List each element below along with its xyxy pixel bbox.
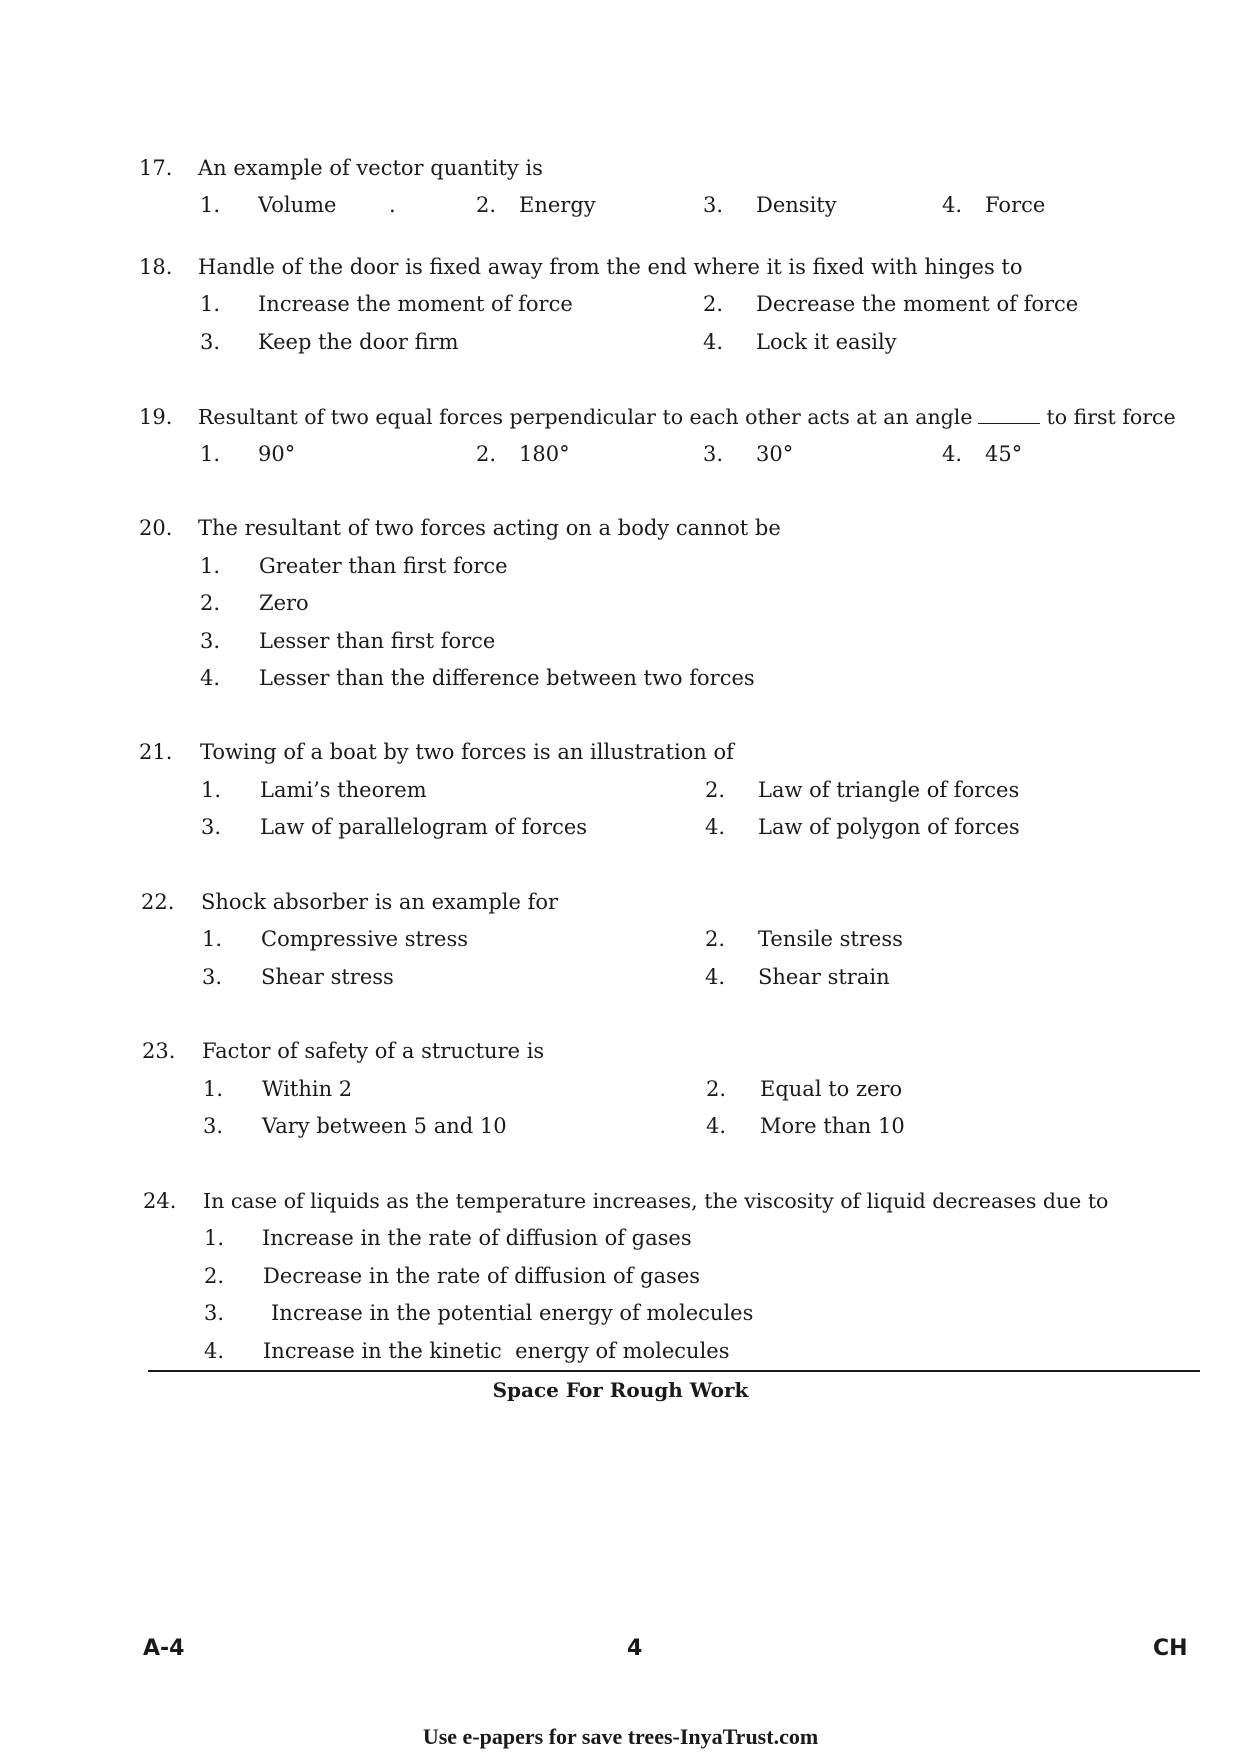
option-text: 45°	[985, 442, 1023, 466]
booklet-code: A-4	[143, 1636, 185, 1661]
option-text: Compressive stress	[261, 927, 469, 951]
option-text: Decrease in the rate of diffusion of gases	[263, 1264, 701, 1288]
question-text: Towing of a boat by two forces is an illustration of	[200, 740, 734, 764]
question-number: 19.	[139, 405, 173, 429]
question-number: 23.	[142, 1039, 176, 1063]
option-number: 2.	[476, 193, 497, 217]
option-text: Increase the moment of force	[258, 292, 573, 316]
option-text: Law of polygon of forces	[758, 815, 1020, 839]
option-number: 4.	[706, 1114, 727, 1138]
option-text: Lock it easily	[756, 330, 897, 354]
option-number: 3.	[200, 330, 221, 354]
stray-dot: .	[389, 193, 396, 217]
option-text: Increase in the kinetic energy of molecules	[263, 1339, 730, 1363]
option-number: 2.	[703, 292, 724, 316]
question-text: Shock absorber is an example for	[201, 890, 559, 914]
option-number: 4.	[942, 442, 963, 466]
option-text: Increase in the potential energy of molecules	[271, 1301, 754, 1325]
option-text: Shear stress	[261, 965, 394, 989]
option-text: Shear strain	[758, 965, 890, 989]
option-text: 180°	[519, 442, 570, 466]
question-text: Handle of the door is fixed away from the end where it is fixed with hinges to	[198, 255, 1023, 279]
option-number: 3.	[203, 1114, 224, 1138]
option-number: 1.	[200, 554, 221, 578]
option-text: Law of triangle of forces	[758, 778, 1020, 802]
option-text: Lesser than the difference between two forces	[259, 666, 755, 690]
option-number: 4.	[204, 1339, 225, 1363]
option-text: Increase in the rate of diffusion of gases	[262, 1226, 692, 1250]
option-text: Keep the door firm	[258, 330, 459, 354]
option-text: Density	[756, 193, 837, 217]
page-number: 4	[627, 1636, 643, 1661]
option-number: 4.	[942, 193, 963, 217]
option-number: 4.	[705, 815, 726, 839]
option-text: Energy	[519, 193, 596, 217]
option-number: 4.	[200, 666, 221, 690]
option-number: 1.	[200, 193, 221, 217]
option-number: 3.	[202, 965, 223, 989]
option-number: 3.	[204, 1301, 225, 1325]
question-text: An example of vector quantity is	[198, 156, 543, 180]
option-text: Volume	[258, 193, 337, 217]
option-text: Greater than first force	[259, 554, 508, 578]
option-number: 2.	[476, 442, 497, 466]
option-number: 1.	[200, 442, 221, 466]
option-number: 1.	[202, 927, 223, 951]
option-text: Within 2	[262, 1077, 353, 1101]
option-text: More than 10	[760, 1114, 905, 1138]
option-text: Zero	[259, 591, 309, 615]
option-number: 3.	[703, 442, 724, 466]
option-text: Lami’s theorem	[260, 778, 427, 802]
question-number: 18.	[139, 255, 173, 279]
question-text	[198, 405, 1176, 429]
option-text: Vary between 5 and 10	[262, 1114, 507, 1138]
option-number: 1.	[204, 1226, 225, 1250]
option-number: 2.	[706, 1077, 727, 1101]
option-number: 2.	[204, 1264, 225, 1288]
option-text: Force	[985, 193, 1046, 217]
question-number: 17.	[139, 156, 173, 180]
option-number: 1.	[201, 778, 222, 802]
subject-code: CH	[1153, 1636, 1188, 1661]
option-number: 3.	[201, 815, 222, 839]
question-number: 20.	[139, 516, 173, 540]
option-number: 4.	[703, 330, 724, 354]
question-number: 22.	[141, 890, 175, 914]
option-text: Decrease the moment of force	[756, 292, 1079, 316]
question-text-after: to first force	[1046, 405, 1176, 429]
option-number: 2.	[705, 778, 726, 802]
option-text: Lesser than first force	[259, 629, 496, 653]
option-text: Tensile stress	[758, 927, 903, 951]
option-text: 30°	[756, 442, 794, 466]
question-text-before: Resultant of two equal forces perpendicular to each other acts at an angle	[198, 405, 973, 429]
answer-blank	[978, 423, 1040, 424]
option-number: 2.	[705, 927, 726, 951]
option-number: 2.	[200, 591, 221, 615]
option-number: 3.	[703, 193, 724, 217]
watermark-credit: Use e-papers for save trees-InyaTrust.com	[422, 1724, 819, 1749]
question-number: 24.	[143, 1189, 177, 1213]
option-number: 4.	[705, 965, 726, 989]
rough-work-divider	[148, 1370, 1200, 1372]
rough-work-heading: Space For Rough Work	[492, 1378, 749, 1402]
question-text: In case of liquids as the temperature increases, the viscosity of liquid decreases due to	[203, 1189, 1109, 1213]
option-number: 1.	[200, 292, 221, 316]
option-text: 90°	[258, 442, 296, 466]
option-text: Equal to zero	[760, 1077, 903, 1101]
question-text: Factor of safety of a structure is	[202, 1039, 545, 1063]
option-number: 3.	[200, 629, 221, 653]
option-text: Law of parallelogram of forces	[260, 815, 588, 839]
option-number: 1.	[203, 1077, 224, 1101]
question-text: The resultant of two forces acting on a body cannot be	[198, 516, 781, 540]
question-number: 21.	[139, 740, 173, 764]
